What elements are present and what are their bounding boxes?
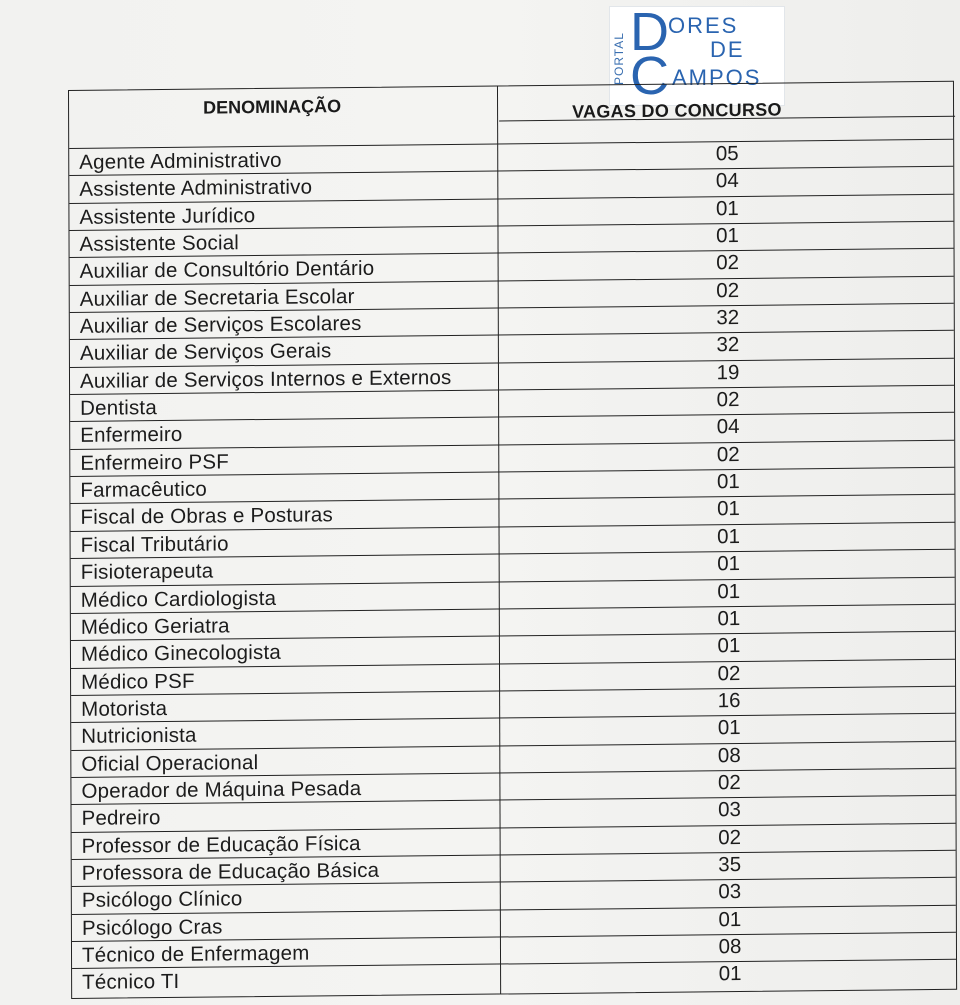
position-name: Fiscal de Obras e Posturas xyxy=(80,503,333,530)
vacancy-count: 16 xyxy=(717,688,741,713)
position-name: Auxiliar de Serviços Internos e Externos xyxy=(79,365,452,393)
vacancy-count: 02 xyxy=(716,388,740,412)
position-name: Psicólogo Clínico xyxy=(81,887,243,913)
position-name: Farmacêutico xyxy=(80,477,208,503)
vacancy-count: 01 xyxy=(718,907,742,931)
position-name: Dentista xyxy=(80,396,157,420)
vacancy-count: 02 xyxy=(718,825,742,849)
vacancy-count: 01 xyxy=(717,552,741,576)
vacancy-count: 08 xyxy=(717,743,741,767)
vacancy-count: 01 xyxy=(717,497,740,521)
position-name: Médico Cardiologista xyxy=(80,586,277,612)
vacancy-count: 04 xyxy=(716,415,740,439)
logo-letter-c: C xyxy=(630,46,669,106)
vacancy-count: 01 xyxy=(717,634,741,658)
vacancies-table xyxy=(68,81,957,999)
position-name: Técnico TI xyxy=(82,970,180,995)
position-name: Assistente Jurídico xyxy=(79,203,256,229)
logo-letter-d: D xyxy=(630,2,669,62)
vacancy-count: 01 xyxy=(716,470,740,494)
vacancy-count: 04 xyxy=(715,169,739,193)
position-name: Nutricionista xyxy=(81,723,197,749)
position-name: Professora de Educação Básica xyxy=(81,858,380,885)
vacancy-count: 02 xyxy=(717,770,741,795)
logo-side-text: PORTAL xyxy=(612,32,626,86)
vacancy-count: 01 xyxy=(716,224,739,248)
vacancy-count: 02 xyxy=(716,278,740,302)
position-name: Pedreiro xyxy=(81,806,161,831)
vacancy-count: 05 xyxy=(715,141,739,166)
vacancy-count: 08 xyxy=(718,934,742,959)
header-vagas: VAGAS DO CONCURSO xyxy=(572,99,782,122)
position-name: Médico Ginecologista xyxy=(80,640,281,667)
position-name: Professor de Educação Física xyxy=(81,831,361,858)
position-name: Auxiliar de Secretaria Escolar xyxy=(79,284,355,311)
table-body xyxy=(69,140,956,997)
position-name: Operador de Máquina Pesada xyxy=(81,776,362,803)
vacancy-count: 02 xyxy=(717,661,741,685)
vacancy-count: 32 xyxy=(716,306,740,330)
position-name: Médico Geriatra xyxy=(80,614,230,639)
vacancy-count: 19 xyxy=(716,360,740,384)
position-name: Enfermeiro xyxy=(80,423,183,448)
vacancy-count: 35 xyxy=(718,852,742,877)
position-name: Enfermeiro PSF xyxy=(80,450,229,475)
vacancy-count: 01 xyxy=(717,579,741,603)
position-name: Auxiliar de Serviços Escolares xyxy=(79,312,362,338)
vacancy-count: 02 xyxy=(716,251,740,275)
logo-line-2: DE xyxy=(710,37,745,62)
vacancy-count: 03 xyxy=(718,880,742,904)
vacancy-count: 01 xyxy=(715,196,739,220)
vacancy-count: 01 xyxy=(717,606,741,631)
logo-line-1: ORES xyxy=(668,13,739,38)
vacancy-count: 01 xyxy=(718,962,742,986)
position-name: Motorista xyxy=(81,696,168,721)
vacancy-count: 02 xyxy=(716,442,740,467)
logo-line-3: AMPOS xyxy=(672,65,762,90)
vacancy-count: 01 xyxy=(717,716,741,740)
position-name: Auxiliar de Consultório Dentário xyxy=(79,257,375,284)
position-name: Auxiliar de Serviços Gerais xyxy=(79,339,332,366)
header-denominacao: DENOMINAÇÃO xyxy=(203,96,342,118)
vacancy-count: 01 xyxy=(717,524,740,549)
position-name: Psicólogo Cras xyxy=(81,915,223,940)
position-name: Assistente Administrativo xyxy=(79,175,313,202)
vacancy-count: 03 xyxy=(718,798,741,822)
position-name: Assistente Social xyxy=(79,231,240,256)
position-name: Fiscal Tributário xyxy=(80,532,229,557)
position-name: Médico PSF xyxy=(81,669,195,694)
table-header xyxy=(69,82,953,149)
position-name: Fisioterapeuta xyxy=(80,559,214,585)
position-name: Agente Administrativo xyxy=(79,148,282,174)
vacancy-count: 32 xyxy=(716,333,740,357)
position-name: Oficial Operacional xyxy=(81,750,259,776)
position-name: Técnico de Enfermagem xyxy=(81,941,310,967)
